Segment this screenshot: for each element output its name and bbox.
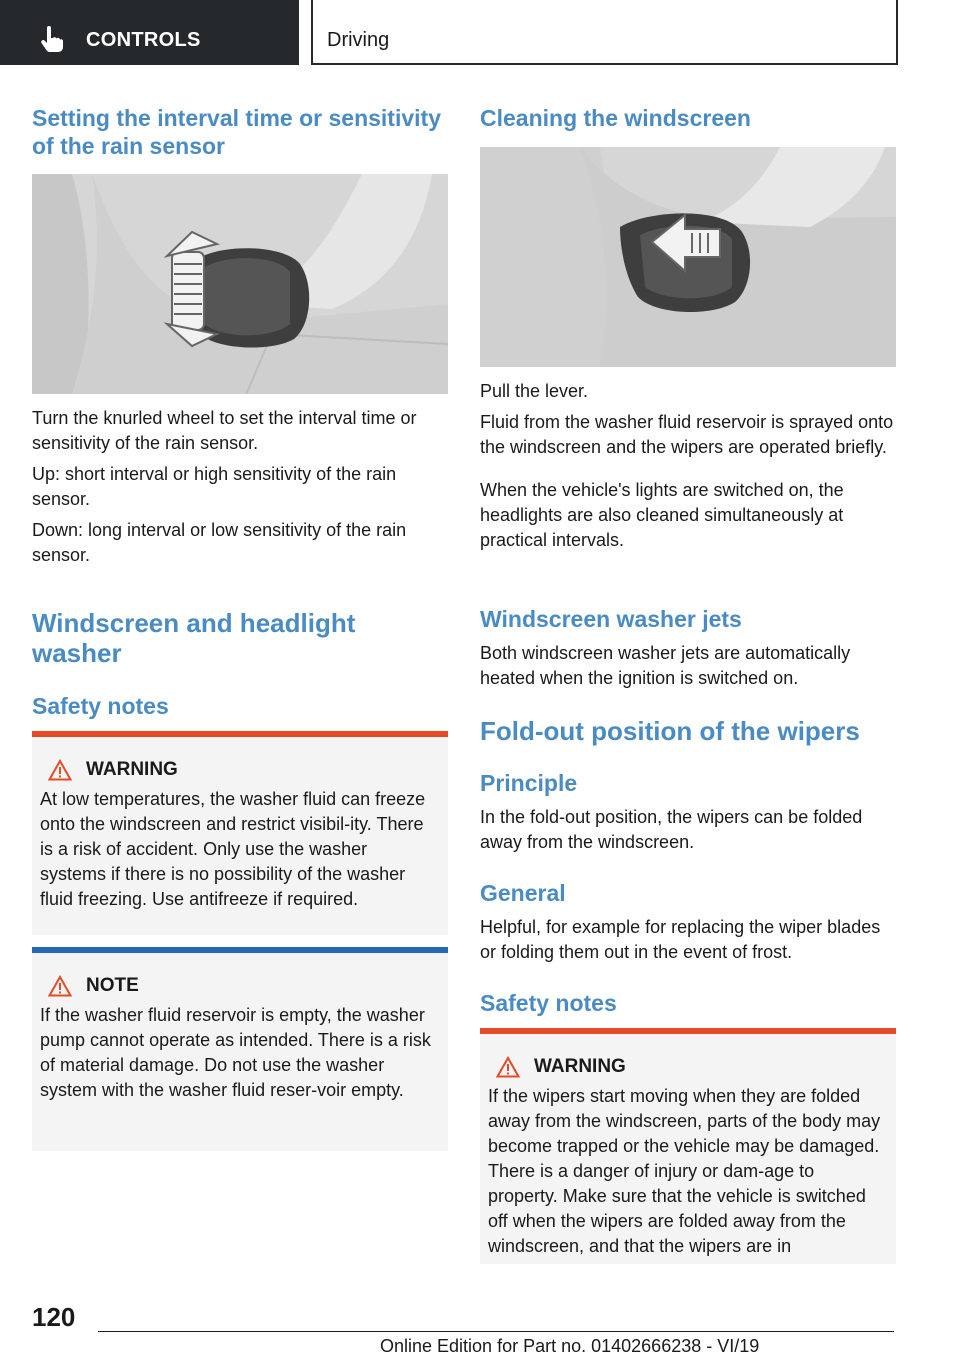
heading-interval: Setting the interval time or sensitivity of the rain sensor [32, 105, 441, 159]
text-fluid: Fluid from the washer fluid reservoir is sprayed onto the windscreen and the wipers are operated briefly. [480, 412, 894, 457]
text-general: Helpful, for example for replacing the wiper blades or folding them out in the event of frost. [480, 917, 881, 962]
hand-pointer-icon [40, 26, 64, 54]
heading-general: General [480, 880, 566, 906]
warning-box-left [32, 731, 448, 935]
note-text-left: If the washer fluid reservoir is empty, the washer pump cannot operate as intended. There is a risk of material damage. Do not use the washer system with the washer fluid reser-voir empty. [40, 1005, 431, 1100]
chapter-label: Driving [327, 29, 390, 51]
note-label-left: NOTE [86, 975, 139, 996]
section-tab[interactable] [0, 0, 299, 65]
section-label: CONTROLS [86, 29, 201, 51]
paragraph-cleaning [480, 379, 896, 553]
warning-triangle-icon [48, 759, 72, 781]
warning-triangle-icon [48, 975, 72, 997]
warning-text-right: If the wipers start moving when they are folded away from the windscreen, parts of the body may become trapped or the vehicle may be damaged. There is a danger of injury or dam-age to property. Make sure that the vehicle is switched off when the wipers are folded away from the windscreen, and that the wipers are in [488, 1086, 881, 1256]
text-principle: In the fold-out position, the wipers can be folded away from the windscreen. [480, 807, 863, 852]
page-number: 120 [32, 1302, 76, 1332]
heading-safety-left: Safety notes [32, 693, 169, 719]
text-jets: Both windscreen washer jets are automatically heated when the ignition is switched on. [480, 643, 851, 688]
text-pull: Pull the lever. [480, 381, 589, 401]
heading-cleaning: Cleaning the windscreen [480, 105, 751, 131]
warning-label-left: WARNING [86, 759, 178, 780]
note-box-left [32, 947, 448, 1151]
warning-label-right: WARNING [534, 1056, 626, 1077]
edition-text: Online Edition for Part no. 01402666238 - VI/19 [380, 1336, 760, 1356]
paragraph-turn [32, 406, 448, 568]
text-up: Up: short interval or high sensitivity of the rain sensor. [32, 464, 397, 509]
heading-washer: Windscreen and headlight washer [32, 608, 356, 668]
footer-divider [98, 1331, 894, 1332]
rain-sensor-wheel-illustration [32, 174, 448, 394]
heading-safety-right: Safety notes [480, 990, 617, 1016]
windscreen-lever-illustration [480, 147, 896, 367]
warning-triangle-icon [496, 1056, 520, 1078]
text-turn: Turn the knurled wheel to set the interval time or sensitivity of the rain sensor. [32, 408, 417, 453]
warning-text-left: At low temperatures, the washer fluid can freeze onto the windscreen and restrict visibil-ity. There is a risk of accident. Only use the washer systems if there is no possibility of the washer fluid freezing. Use antifreeze if required. [40, 789, 426, 909]
warning-box-right [480, 1028, 896, 1264]
heading-foldout: Fold-out position of the wipers [480, 716, 860, 746]
text-down: Down: long interval or low sensitivity of the rain sensor. [32, 520, 407, 565]
text-lights: When the vehicle's lights are switched on, the headlights are also cleaned simultaneously at practical intervals. [480, 480, 844, 550]
heading-jets: Windscreen washer jets [480, 606, 742, 632]
chapter-tab[interactable] [311, 0, 898, 65]
heading-principle: Principle [480, 770, 578, 796]
